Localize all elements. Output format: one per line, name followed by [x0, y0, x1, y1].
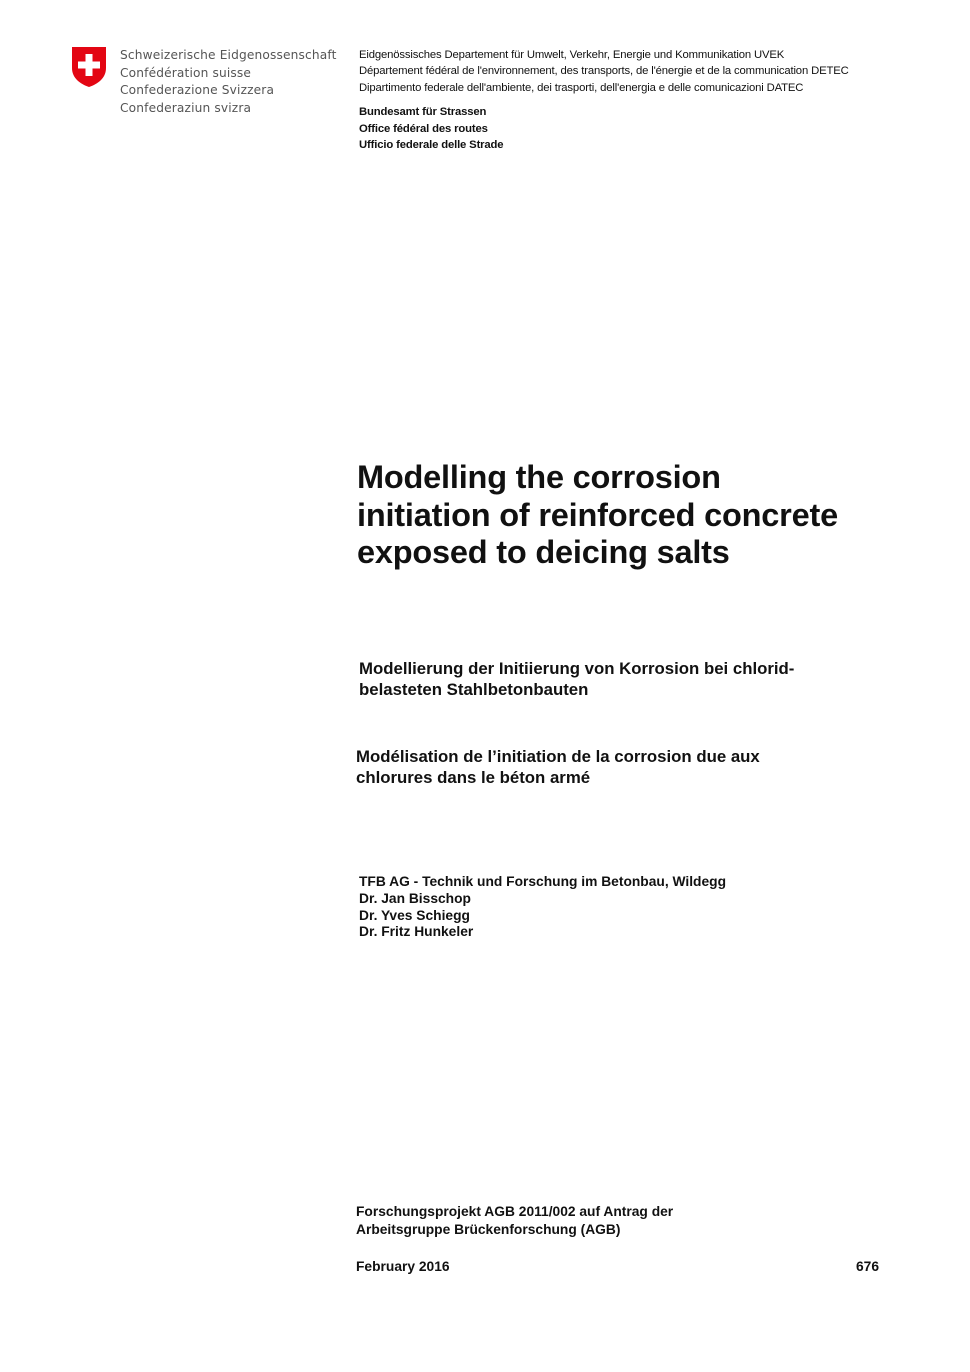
confederation-name-rm: Confederaziun svizra — [120, 100, 252, 115]
confederation-name-fr: Confédération suisse — [120, 65, 252, 80]
report-title-line: exposed to deicing salts — [357, 534, 730, 570]
report-title-line: Modelling the corrosion — [357, 459, 721, 495]
office-block — [359, 104, 503, 154]
author-name: Dr. Yves Schiegg — [359, 907, 470, 923]
confederation-name-it: Confederazione Svizzera — [120, 83, 275, 98]
department-line-it: Dipartimento federale dell'ambiente, dei trasporti, dell'energia e delle comunicazioni DATEC — [359, 81, 804, 94]
subtitle-french-line: chlorures dans le béton armé — [356, 768, 591, 787]
project-info — [356, 1203, 673, 1238]
author-name: Dr. Fritz Hunkeler — [359, 924, 474, 940]
report-title-line: initiation of reinforced concrete — [357, 496, 838, 533]
subtitle-german-line: belasteten Stahlbetonbauten — [359, 680, 589, 699]
subtitle-french — [356, 746, 760, 788]
report-number: 676 — [855, 1259, 879, 1274]
office-line-it: Ufficio federale delle Strade — [359, 139, 504, 152]
subtitle-german — [359, 658, 794, 700]
project-line: Arbeitsgruppe Brückenforschung (AGB) — [356, 1221, 621, 1237]
swiss-cross-shield-icon — [71, 46, 107, 88]
office-line-de: Bundesamt für Strassen — [359, 106, 487, 118]
department-block — [359, 47, 849, 96]
project-line: Forschungsprojekt AGB 2011/002 auf Antrag der — [356, 1204, 674, 1219]
publication-date: February 2016 — [356, 1259, 450, 1274]
report-title — [357, 459, 917, 572]
author-organization: TFB AG - Technik und Forschung im Betonbau, Wildegg — [359, 874, 727, 889]
office-line-fr: Office fédéral des routes — [359, 122, 488, 135]
confederation-name-de: Schweizerische Eidgenossenschaft — [120, 48, 337, 62]
subtitle-french-line: Modélisation de l’initiation de la corrosion due aux — [356, 747, 760, 766]
subtitle-german-line: Modellierung der Initiierung von Korrosion bei chlorid- — [359, 659, 795, 678]
department-line-fr: Département fédéral de l'environnement, des transports, de l'énergie et de la communication DETEC — [359, 65, 849, 78]
author-name: Dr. Jan Bisschop — [359, 890, 471, 906]
confederation-names — [120, 47, 337, 117]
department-line-de: Eidgenössisches Departement für Umwelt, Verkehr, Energie und Kommunikation UVEK — [359, 49, 785, 61]
authors-block — [359, 874, 726, 941]
